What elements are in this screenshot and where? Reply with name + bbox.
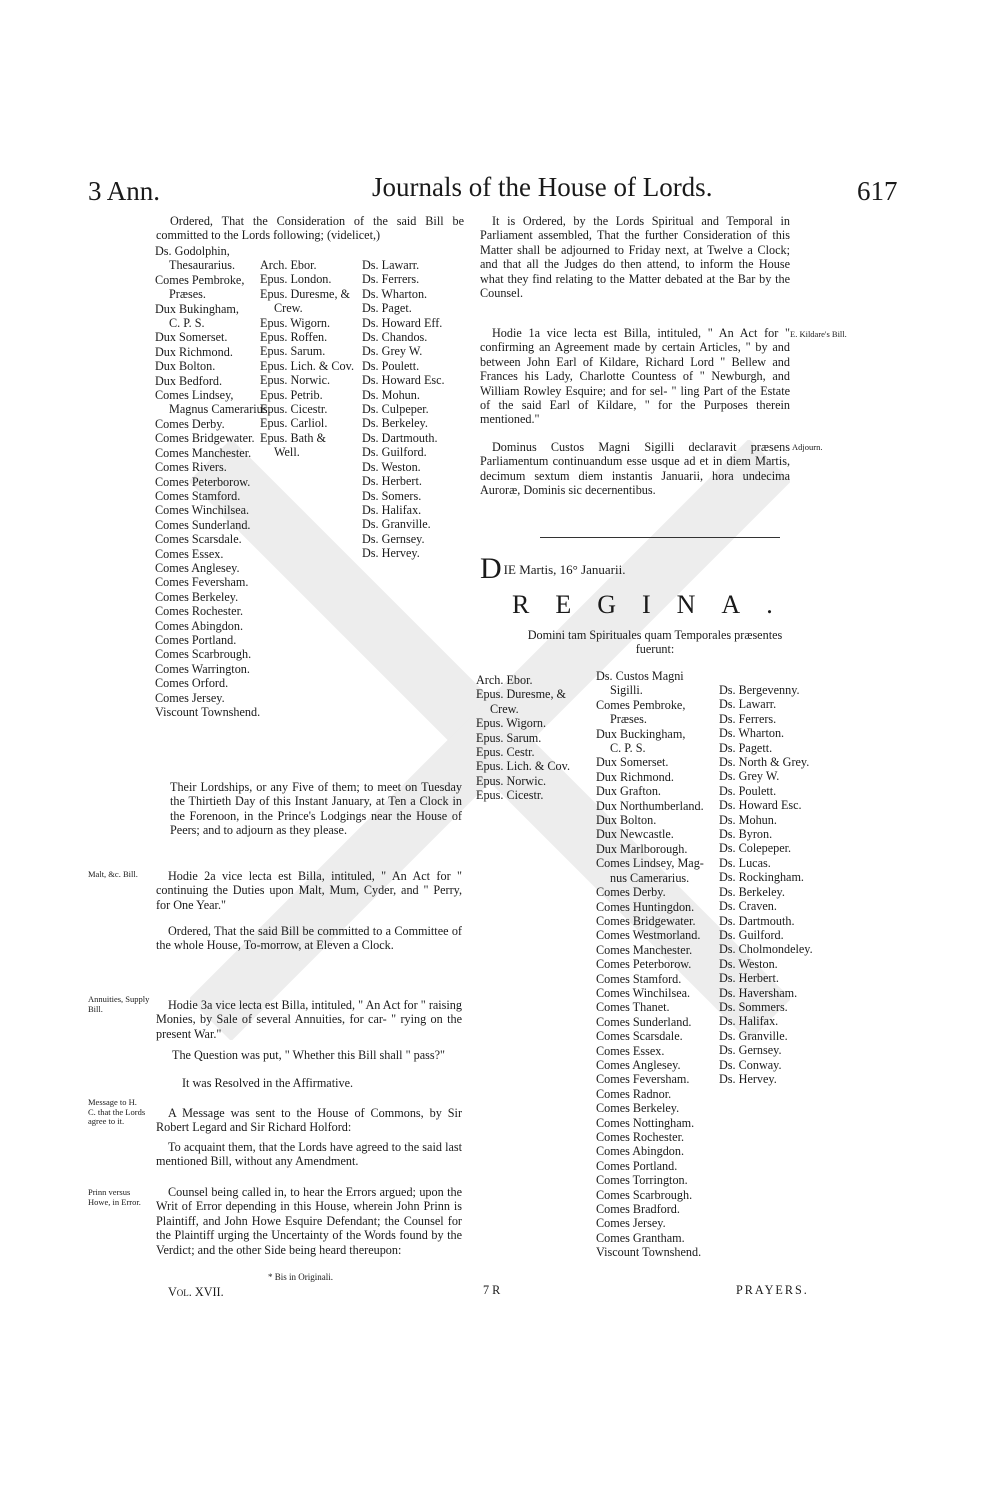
list-item: Epus. Norwic. (476, 773, 547, 788)
list-item: Comes Nottingham. (596, 1115, 695, 1130)
list-item: Dux Richmond. (155, 344, 233, 359)
list-item: Comes Anglesey. (596, 1057, 681, 1072)
list-item: Ds. Lawarr. (362, 258, 420, 272)
list-item: Ds. Herbert. (362, 474, 422, 489)
list-item: Comes Scarsdale. (596, 1029, 683, 1044)
list-item: Ds. Lucas. (719, 855, 771, 870)
list-item: Ds. Howard Eff. (362, 315, 443, 330)
list-item: Comes Stamford. (155, 488, 241, 503)
list-item: Comes Peterborow. (155, 474, 251, 489)
list-item: Comes Anglesey. (155, 560, 240, 575)
list-item: Comes Lindsey, (155, 388, 234, 403)
list-item: Comes Pembroke, (155, 272, 245, 287)
list-item: Ds. Dartmouth. (362, 430, 438, 445)
list-item: Ds. Guilford. (719, 927, 784, 942)
list-item: Ds. Conway. (719, 1057, 782, 1072)
list-item: Ds. Halifax. (719, 1014, 779, 1029)
malt-bill: Hodie 2a vice lecta est Billa, intituled, " An Act for " continuing the Duties upon Malt, Mum, Cyder, and " Perry, for One Year." (156, 869, 462, 912)
list-item: Ds. Custos Magni (596, 669, 684, 683)
margin-annuities: Annuities, Supply Bill. (88, 994, 150, 1014)
list-item: Comes Sunderland. (596, 1014, 692, 1029)
list-item: Comes Lindsey, Mag- (596, 856, 704, 871)
list-item: Ds. Mohun. (719, 812, 777, 827)
list-item: Ds. Poulett. (362, 358, 420, 373)
list-item: Ds. Howard Esc. (362, 373, 445, 388)
acquaint-paragraph: To acquaint them, that the Lords have agreed to the said last mentioned Bill, without any Amendment. (156, 1140, 462, 1169)
list-item: Ds. Guilford. (362, 445, 427, 460)
list-item: Comes Westmorland. (596, 928, 701, 943)
list-item: Comes Berkeley. (155, 589, 239, 604)
list-item: Comes Scarbrough. (596, 1187, 693, 1202)
list-item: Dux Northumberland. (596, 798, 704, 813)
question-put: The Question was put, " Whether this Bill shall " pass?" (172, 1048, 445, 1062)
list-item: Comes Essex. (596, 1043, 665, 1058)
list-item: Magnus Camerarius. (169, 402, 271, 417)
list-item: Crew. (274, 301, 303, 316)
list-item: C. P. S. (169, 316, 205, 331)
list-item: Ds. Grey W. (362, 344, 423, 359)
list-item: Epus. Cicestr. (476, 788, 544, 803)
list-item: Comes Grantham. (596, 1230, 685, 1245)
list-item: Comes Thanet. (596, 1000, 670, 1015)
list-item: Ds. Dartmouth. (719, 913, 795, 928)
list-item: Comes Torrington. (596, 1173, 688, 1188)
list-item: Epus. Duresme, & (260, 286, 351, 301)
list-item: Comes Manchester. (155, 445, 252, 460)
list-item: Comes Jersey. (596, 1216, 666, 1231)
list-item: Ds. Granville. (719, 1028, 788, 1043)
list-item: Ds. Halifax. (362, 502, 422, 517)
list-item: Præses. (610, 712, 647, 727)
list-item: Dux Somerset. (155, 330, 228, 345)
list-item: Ds. North & Grey. (719, 755, 810, 770)
list-item: Ds. Cholmondeley. (719, 942, 813, 957)
date-text: IE Martis, 16° Januarii. (503, 562, 626, 577)
list-item: Epus. Sarum. (476, 730, 542, 745)
list-item: Ds. Ferrers. (362, 272, 420, 287)
list-item: Ds. Haversham. (719, 985, 798, 1000)
list-item: Epus. London. (260, 272, 332, 287)
list-item: Epus. Cestr. (476, 745, 535, 760)
date-heading (480, 552, 780, 585)
list-item: Comes Essex. (155, 546, 224, 561)
list-item: Ds. Lawarr. (719, 697, 777, 712)
annuities-bill: Hodie 3a vice lecta est Billa, intituled, " An Act for " raising Monies, by Sale of several Annuities, for car- " rying on the present War." (156, 998, 462, 1041)
list-item: Ds. Berkeley. (719, 884, 785, 899)
regina-heading: REGINA. (512, 590, 799, 619)
list-item: Ds. Hervey. (362, 546, 420, 561)
counsel-paragraph: Counsel being called in, to hear the Errors argued; upon the Writ of Error depending in this House, wherein John Prinn is Plaintiff, and John Howe Esquire Defendant; the Counsel for the Plaintiff urging the Uncertainty of the Words found by the Verdict; and the other Side being heard thereupon: (156, 1185, 462, 1257)
list-item: Ds. Granville. (362, 517, 431, 532)
list-item: Ds. Culpeper. (362, 402, 429, 417)
volume: Vol. XVII. (168, 1285, 224, 1299)
list-item: Ds. Mohun. (362, 387, 420, 402)
list-item: Epus. Norwic. (260, 373, 331, 388)
list-item: Epus. Cicestr. (260, 402, 328, 417)
list-item: Ds. Colepeper. (719, 841, 792, 856)
list-item: C. P. S. (610, 741, 646, 756)
list-item: Ds. Gernsey. (719, 1043, 782, 1058)
committee-col1 (155, 244, 271, 719)
list-item: Comes Winchilsea. (155, 503, 250, 518)
lordships-paragraph: Their Lordships, or any Five of them; to meet on Tuesday the Thirtieth Day of this Instant January, at Ten a Clock in the Forenoon, in the Prince's Lodgings near the House of Peers; and to adjourn as they please. (170, 780, 462, 838)
list-item: Comes Scarbrough. (155, 647, 252, 662)
list-item: Præses. (169, 287, 206, 302)
list-item: Comes Derby. (155, 416, 225, 431)
list-item: Epus. Wigorn. (260, 315, 331, 330)
divider (540, 537, 780, 538)
list-item: Dux Bolton. (596, 813, 657, 828)
list-item: Comes Bridgewater. (155, 431, 255, 446)
list-item: Comes Huntingdon. (596, 899, 695, 914)
list-item: Comes Bradford. (596, 1202, 680, 1217)
list-item: Comes Feversham. (596, 1072, 690, 1087)
list-item: Ds. Berkeley. (362, 416, 428, 431)
list-item: Viscount Townshend. (155, 705, 261, 719)
list-item: Dux Bukingham, (155, 301, 239, 316)
list-item: Epus. Duresme, & (476, 687, 567, 702)
list-item: Comes Peterborow. (596, 957, 692, 972)
list-item: Comes Bridgewater. (596, 913, 696, 928)
list-item: Ds. Weston. (362, 459, 421, 474)
list-item: Epus. Carliol. (260, 416, 328, 431)
list-item: Ds. Rockingham. (719, 870, 804, 885)
list-item: Dux Marlborough. (596, 841, 688, 856)
list-item: Epus. Lich. & Cov. (260, 358, 354, 373)
list-item: Ds. Gernsey. (362, 531, 425, 546)
list-item: Ds. Ferrers. (719, 711, 777, 726)
list-item: Dux Newcastle. (596, 827, 674, 842)
list-item: Ds. Somers. (362, 488, 422, 503)
list-item: Ds. Poulett. (719, 783, 777, 798)
list-item: Ds. Byron. (719, 827, 773, 842)
header-left: 3 Ann. (88, 176, 161, 206)
list-item: Epus. Petrib. (260, 387, 323, 402)
dominus-paragraph: Dominus Custos Magni Sigilli declaravit præsens Parliamentum continuandum esse usque ad et in diem Martis, decimum sextum diem instantis Januarii, hora undecima Auroræ, Dominis sic decernentibus. (480, 440, 790, 498)
signature-mark: 7 R (483, 1283, 501, 1297)
list-item: Dux Bedford. (155, 373, 223, 388)
list-item: Comes Jersey. (155, 690, 225, 705)
ordered-committee: Ordered, That the Consideration of the said Bill be committed to the Lords following; (videlicet,) (156, 214, 464, 243)
list-item: Arch. Ebor. (260, 258, 317, 272)
margin-prinn: Prinn versus Howe, in Error. (88, 1187, 141, 1207)
list-item: Ds. Herbert. (719, 971, 779, 986)
ordered-whole-house: Ordered, That the said Bill be committed to a Committee of the whole House, To-morrow, at Eleven a Clock. (156, 924, 462, 953)
list-item: Comes Portland. (155, 632, 237, 647)
list-item: Comes Winchilsea. (596, 985, 691, 1000)
list-item: Ds. Chandos. (362, 330, 428, 345)
list-item: Comes Derby. (596, 885, 666, 900)
list-item: Epus. Wigorn. (476, 716, 547, 731)
list-item: Epus. Sarum. (260, 344, 326, 359)
list-item: Ds. Bergevenny. (719, 683, 800, 697)
list-item: Comes Warrington. (155, 661, 250, 676)
list-item: Sigilli. (610, 683, 643, 698)
list-item: Ds. Weston. (719, 956, 778, 971)
kildare-bill: Hodie 1a vice lecta est Billa, intituled, " An Act for " confirming an Agreement made by certain Articles, " by and between John Earl of Kildare, Richard Lord " Bellew and Frances his Lady, Charlotte Countess of " Newburgh, and William Rowley Esquire; and for sel- " ling Part of the Estate of the said Earl of Kildare, " for the Purposes therein mentioned." (480, 326, 790, 427)
margin-message: Message to H. C. that the Lords agree to it. (88, 1097, 146, 1126)
header-center: Journals of the House of Lords. (372, 172, 713, 202)
list-item: Comes Radnor. (596, 1086, 672, 1101)
list-item: Dux Somerset. (596, 755, 669, 770)
list-item: nus Camerarius. (610, 870, 690, 885)
resolved: It was Resolved in the Affirmative. (182, 1076, 354, 1090)
list-item: Ds. Howard Esc. (719, 798, 802, 813)
list-item: Ds. Hervey. (719, 1071, 777, 1086)
margin-kildare: E. Kildare's Bill. (790, 329, 847, 339)
date-dropcap: D (480, 552, 502, 585)
committee-col3 (362, 258, 462, 561)
list-item: Comes Abingdon. (155, 618, 244, 633)
list-item: Comes Feversham. (155, 575, 249, 590)
list-item: Well. (274, 445, 300, 460)
list-item: Comes Stamford. (596, 971, 682, 986)
footnote: * Bis in Originali. (268, 1272, 333, 1282)
list-item: Ds. Craven. (719, 899, 777, 914)
list-item: Comes Manchester. (596, 942, 693, 957)
list-item: Dux Bolton. (155, 359, 216, 374)
list-item: Ds. Wharton. (719, 726, 785, 741)
message-paragraph: A Message was sent to the House of Commons, by Sir Robert Legard and Sir Richard Holford: (156, 1106, 462, 1135)
list-item: Arch. Ebor. (476, 673, 533, 687)
present-col2 (596, 669, 721, 1260)
list-item: Epus. Roffen. (260, 330, 328, 345)
committee-col2 (260, 258, 364, 460)
list-item: Comes Portland. (596, 1158, 678, 1173)
list-item: Thesaurarius. (169, 258, 235, 273)
list-item: Dux Grafton. (596, 784, 661, 799)
list-item: Comes Pembroke, (596, 697, 686, 712)
list-item: Ds. Sommers. (719, 999, 788, 1014)
domini-line: Domini tam Spirituales quam Temporales præsentes fuerunt: (527, 628, 783, 657)
list-item: Epus. Bath & (260, 430, 327, 445)
list-item: Comes Rivers. (155, 460, 227, 475)
list-item: Epus. Lich. & Cov. (476, 759, 570, 774)
present-col3 (719, 683, 837, 1086)
list-item: Ds. Paget. (362, 301, 412, 316)
list-item: Comes Abingdon. (596, 1144, 685, 1159)
list-item: Ds. Godolphin, (155, 244, 230, 258)
list-item: Comes Orford. (155, 676, 229, 691)
list-item: Viscount Townshend. (596, 1245, 702, 1260)
list-item: Ds. Grey W. (719, 769, 780, 784)
page-number: 617 (857, 176, 898, 206)
list-item: Dux Richmond. (596, 769, 674, 784)
list-item: Ds. Pagett. (719, 740, 773, 755)
list-item: Comes Sunderland. (155, 517, 251, 532)
list-item: Crew. (490, 701, 519, 716)
list-item: Comes Rochester. (596, 1130, 685, 1144)
list-item: Comes Rochester. (155, 604, 244, 619)
catchword: PRAYERS. (736, 1283, 809, 1297)
list-item: Comes Scarsdale. (155, 532, 242, 547)
list-item: Comes Berkeley. (596, 1101, 680, 1116)
present-col1 (476, 673, 596, 803)
list-item: Ds. Wharton. (362, 286, 428, 301)
margin-adjourn: Adjourn. (792, 442, 823, 452)
ordered-adjourn: It is Ordered, by the Lords Spiritual and Temporal in Parliament assembled, That the further Consideration of this Matter shall be adjourned to Friday next, at Twelve a Clock; and that all the Judges do then attend, to inform the House what they find relating to the Matter debated at the Bar by the Counsel. (480, 214, 790, 301)
margin-malt: Malt, &c. Bill. (88, 869, 138, 879)
list-item: Dux Buckingham, (596, 726, 686, 741)
